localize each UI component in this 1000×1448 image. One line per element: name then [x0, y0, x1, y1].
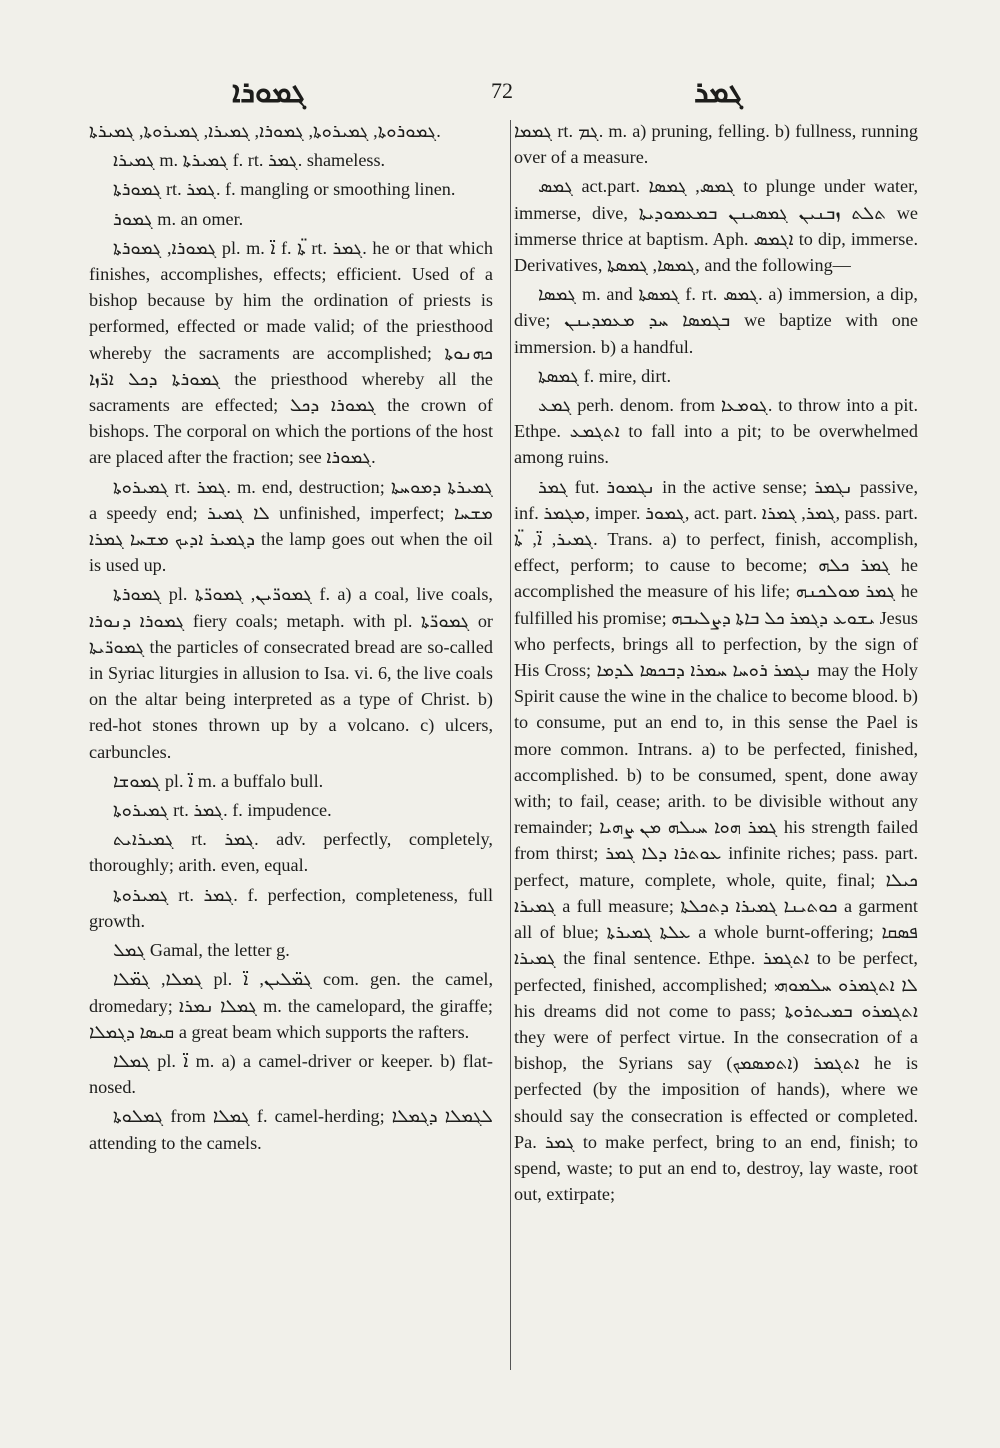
entry: ܓܡܣܐ m. and ܓܡܣܬܐ f. rt. ܓܡܣ. a) immersion, a dip, dive; ܒܓܡܣܐ ܚܕ ܡܥܡܕܝܢܢ we baptize with one immersion. b) a handful.: [514, 284, 918, 357]
entry: ܓܡܘܪܘܬܐ, ܓܡܝܪܘܬܐ, ܓܡܘܪܐ, ܓܡܝܪܐ, ܓܡܝܪܘܬܐ, ܓܡܝܪܬܐ.: [89, 121, 441, 141]
entry: ܓܡܠܐ, ܓܡ̈ܠܐ pl. ܓܡ̈ܠܝܢ, ܐ̈ com. gen. the camel, dromedary; ܓܡܠܐ ܢܡܪܐ m. the camelopard, the giraffe; ܩܝܣܐ ܕܓܡܠܐ a great beam which supports the rafters.: [89, 969, 493, 1042]
entry: ܓܡܝܪܐ m. ܓܡܝܪܬܐ f. rt. ܓܡܪ. shameless.: [113, 150, 386, 171]
entry: ܓܡܘܪ m. an omer.: [113, 208, 244, 229]
entry: ܓܡܪ fut. ܢܓܡܘܪ in the active sense; ܢܓܡܪ passive, inf. ܡܓܡܪ, imper. ܓܡܘܪ, act. part. ܓܡܪ, ܓܡܪܐ, pass. part. ܓܡܝܪ, ܐ̈, ܬܐ̈. Trans. a) to perfect, finish, accomplish, effect, perform; to cause to become; ܓܡܪ ܟܠܗ he accomplished the measure of his life; ܓܡܪ ܡܘܠܟܢܗ he fulfilled his promise; ܝܫܘܥ ܕܓܡܪ ܟܠ ܒܐܬܐ ܕܨܠܝܒܗ Jesus who perfects, brings all to perfection, by the sign of His Cross; ܢܓܡܪ ܪܘܚܐ ܚܡܪܐ ܕܒܟܣܐ ܠܕܡܐ may the Holy Spirit cause the wine in the chalice to become blood. b) to consume, put an end to, in this sense the Pael is more common. Intrans. a) to be perfected, finished, accomplished. b) to be consumed, spent, done away with; to fail, cease; arith. to be divisible without any remainder; ܓܡܪ ܗܘܐ ܚܝܠܗ ܡܢ ܨܗܝܐ his strength failed from thirst; ܥܘܬܪܐ ܕܠܐ ܓܡܪ infinite riches; pass. part. perfect, mature, complete, whole, quite, final; ܟܝܠܐ ܓܡܝܪܐ a full measure; ܟܘܬܝܢܐ ܓܡܝܪܐ ܕܬܟܠܬܐ a garment all of blue; ܥܠܬܐ ܓܡܝܪܬܐ a whole burnt-offering; ܦܣܩܐ ܓܡܝܪܐ the final sentence. Ethpe. ܐܬܓܡܪ to be perfect, perfected, finished, accomplished; ܠܐ ܐܬܓܡܪܘ ܚܠܡܘܗܝ his dreams did not come to pass; ܐܬܓܡܪܘ ܒܡܝܬܪܘܬܐ they were of perfect virtue. In the consecration of a bishop, the Syrians say ܐܬܓܡܪ (ܐܬܡܣܡܟ) he is perfected (by the imposition of hands), where we should say the consecration is effected or completed. Pa. ܓܡܪ to make perfect, bring to an end, finish; to spend, waste; to put an end to, destroy, lay waste, root out, extirpate;: [514, 476, 919, 1205]
entry: ܓܡܠܐ pl. ܐ̈ m. a) a camel-driver or keeper. b) flat-nosed.: [89, 1050, 493, 1098]
page-number: 72: [491, 78, 513, 103]
entry: ܓܡܝܪܘܬܐ rt. ܓܡܪ. f. perfection, completeness, full growth.: [89, 884, 493, 931]
right-column: [514, 118, 918, 1210]
entry: ܓܡܘܪܬܐ pl. ܓܡܘܪ̈ܝܢ, ܓܡܘܪ̈ܬܐ f. a) a coal, live coals, ܓܡܘܪܐ ܕܢܘܪܐ fiery coals; metaph. with pl. ܓܡܘܪ̈ܬܐ or ܓܡܘܪ̈ܝܬܐ the particles of consecrated bread are so-called in Syriac liturgies in allusion to Isa. vi. 6, the live coals on the altar being interpreted as a type of Christ. b) red-hot stones thrown up by a volcano. c) ulcers, carbuncles.: [89, 584, 493, 762]
entry: ܓܡܝܪܘܬܐ rt. ܓܡܪ. f. impudence.: [113, 800, 332, 821]
entry: ܓܡܘܪܐ, ܓܡܘܪܬܐ pl. m. ܐ̈ f. ܬ̈ܐ rt. ܓܡܪ. he or that which finishes, accomplishes, effects; efficient. Used of a bishop because by him the ordination of priests is performed, effected or made valid; of the priesthood whereby the sacraments are accomplished; ܟܗܢܘܬܐ ܓܡܘܪܬܐ ܕܟܠ ܐܪ̈ܙܐ the priesthood whereby all the sacraments are effected; ܓܡܘܪܐ ܕܟܠ the crown of bishops. The corporal on which the portions of the host are placed after the fraction; see ܓܡܘܪܐ.: [89, 237, 493, 468]
entry: ܓܡܘܫܐ pl. ܐ̈ m. a buffalo bull.: [113, 770, 324, 791]
entry: ܓܡܡܐ rt. ܓܡ. m. a) pruning, felling. b) fullness, running over of a measure.: [514, 121, 918, 168]
entry: ܓܡܝܪܐܝܬ rt. ܓܡܪ. adv. perfectly, completely, thoroughly; arith. even, equal.: [89, 829, 493, 876]
page-header: [0, 70, 1000, 110]
entry: ܓܡܠܘܬܐ from ܓܡܠܐ f. camel-herding; ܠܓܡܠܐ ܕܓܡܠܐ attending to the camels.: [89, 1106, 493, 1153]
entry: ܓܡܣܬܐ f. mire, dirt.: [538, 365, 671, 386]
column-divider: [510, 120, 511, 1370]
entry: ܓܡܠ Gamal, the letter g.: [113, 940, 290, 961]
entry: ܓܡܥ perh. denom. from ܓܘܡܥܐ. to throw into a pit. Ethpe. ܐܬܓܡܥ to fall into a pit; to be overwhelmed among ruins.: [514, 395, 919, 468]
left-column: [89, 118, 493, 1159]
running-head-right: ܓܡܪ: [694, 76, 744, 109]
running-head-left: ܓܡܘܪܐ: [232, 76, 306, 109]
entry: ܓܡܘܪܬܐ rt. ܓܡܪ. f. mangling or smoothing linen.: [113, 179, 456, 200]
entry: ܓܡܝܪܘܬܐ rt. ܓܡܪ. m. end, destruction; ܓܡܝܪܬܐ ܕܡܘܚܬܐ a speedy end; ܠܐ ܓܡܝܪ unfinished, imperfect; ܡܫܚܐ ܕܓܡܝܪ ܐܕܝܟ ܡܫܚܐ ܓܡܪܐ the lamp goes out when the oil is used up.: [89, 476, 494, 576]
entry: ܓܡܣ act.part. ܓܡܣ, ܓܡܣܐ to plunge under water, immerse, dive, ܬܠܬ ܙܒܢܝܢ ܓܡܣܝܢܢ ܒܡܥܡܘܕܝܬܐ we immerse thrice at baptism. Aph. ܐܓܡܣ to dip, immerse. Derivatives, ܓܡܣܐ, ܓܡܣܬܐ, and the following—: [514, 176, 919, 276]
